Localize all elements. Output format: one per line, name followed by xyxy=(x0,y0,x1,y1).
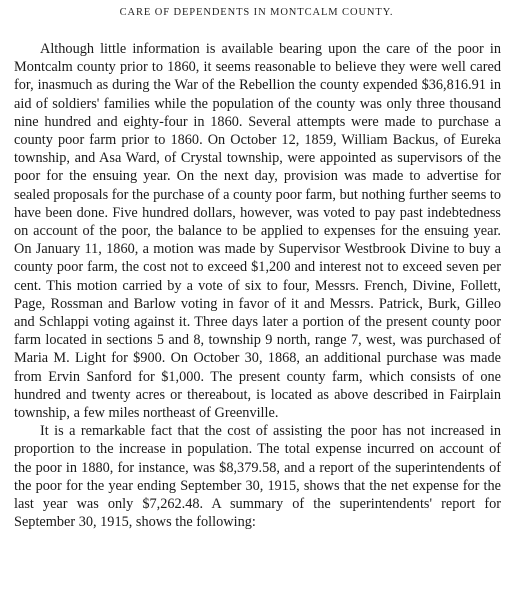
paragraph-1: Although little information is available bearing upon the care of the poor in Montcalm county prior to 1860, it seems reasonable to believe they were well cared for, inasmuch as during the War of the Rebellion the county expended $36,816.91 in aid of soldiers' families while the population of the county was only three thousand nine hundred and eighty-four in 1860. Several attempts were made to purchase a county poor farm prior to 1860. On October 12, 1859, William Backus, of Eureka township, and Asa Ward, of Crystal township, were appointed as supervisors of the poor for the ensuing year. On the next day, provision was made to advertise for sealed proposals for the purchase of a county poor farm, but nothing further seems to have been done. Five hundred dollars, however, was voted to pay past indebtedness on account of the poor, the balance to be applied to expenses for the ensuing year. On January 11, 1860, a motion was made by Supervisor Westbrook Divine to buy a county poor farm, the cost not to exceed $1,200 and interest not to exceed seven per cent. This motion carried by a vote of six to four, Messrs. French, Divine, Follett, Page, Rossman and Barlow voting in favor of it and Messrs. Patrick, Burk, Gilleo and Schlappi voting against it. Three days later a portion of the present county poor farm located in sections 5 and 8, township 9 north, range 7, west, was purchased of Maria M. Light for $900. On October 30, 1868, an additional purchase was made from Ervin Sanford for $1,000. The present county farm, which consists of one hundred and twenty acres or thereabout, is located as above described in Fairplain township, a few miles northeast of Greenville. xyxy=(14,41,501,422)
paragraph-2: It is a remarkable fact that the cost of assisting the poor has not increased in proportion to the increase in population. The total expense incurred on account of the poor in 1880, for instance, was $8,379.58, and a report of the superintendents of the poor for the year ending September 30, 1915, shows that the net expense for the last year was only $7,262.48. A summary of the superintendents' report for September 30, 1915, shows the following: xyxy=(14,423,501,531)
body-text xyxy=(14,40,501,531)
running-heading: CARE OF DEPENDENTS IN MONTCALM COUNTY. xyxy=(119,7,394,18)
